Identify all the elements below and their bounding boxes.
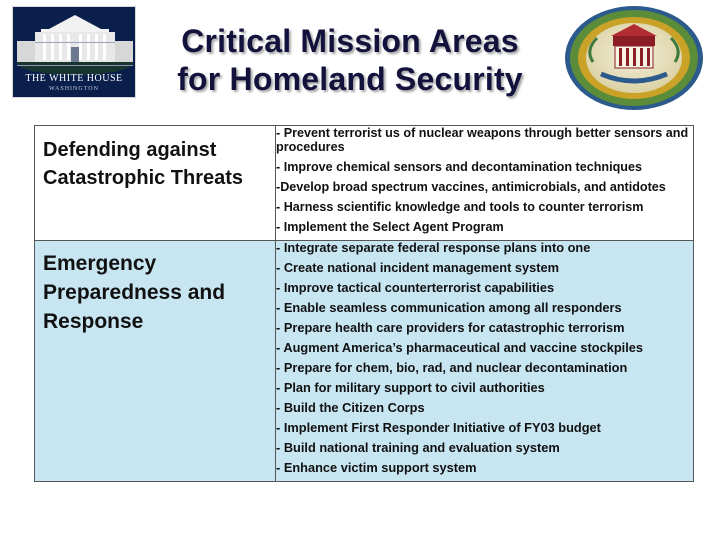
list-item: - Improve tactical counterterrorist capabilities	[276, 280, 555, 295]
page-title-line-1: Critical Mission Areas	[181, 23, 519, 59]
mission-area-cell	[35, 241, 276, 482]
list-item: - Build national training and evaluation system	[276, 440, 560, 455]
table-row	[35, 126, 694, 241]
mission-area-label: Emergency Preparedness and Response	[43, 252, 226, 333]
list-item: - Implement the Select Agent Program	[276, 220, 504, 234]
white-house-icon	[13, 7, 136, 98]
white-house-logo	[12, 6, 136, 98]
seal-icon	[563, 4, 705, 112]
list-item: - Prepare for chem, bio, rad, and nuclear decontamination	[276, 360, 628, 375]
list-item: - Enable seamless communication among all responders	[276, 300, 622, 315]
white-house-logo-text: THE WHITE HOUSE	[25, 73, 123, 84]
list-item: - Implement First Responder Initiative of FY03 budget	[276, 420, 601, 435]
list-item: - Create national incident management system	[276, 260, 560, 275]
list-item: - Plan for military support to civil authorities	[276, 380, 545, 395]
mission-items-cell	[276, 241, 694, 482]
list-item: - Augment America’s pharmaceutical and vaccine stockpiles	[276, 340, 643, 355]
list-item: - Harness scientific knowledge and tools to counter terrorism	[276, 200, 644, 214]
list-item: - Improve chemical sensors and decontamination techniques	[276, 160, 643, 174]
slide-header	[0, 0, 720, 128]
list-item: -Develop broad spectrum vaccines, antimicrobials, and antidotes	[276, 180, 666, 194]
list-item: - Enhance victim support system	[276, 460, 477, 475]
list-item: - Prepare health care providers for catastrophic terrorism	[276, 320, 625, 335]
mission-areas-table	[34, 125, 694, 482]
mission-area-label: Defending against Catastrophic Threats	[43, 139, 244, 189]
page-title	[140, 22, 560, 98]
mission-area-cell	[35, 126, 276, 241]
table-row	[35, 241, 694, 482]
white-house-logo-subtitle: WASHINGTON	[49, 86, 99, 92]
list-item: - Build the Citizen Corps	[276, 400, 425, 415]
mission-items-cell	[276, 126, 694, 241]
list-item: - Integrate separate federal response plans into one	[276, 240, 591, 255]
list-item: - Prevent terrorist us of nuclear weapons through better sensors and procedures	[276, 126, 689, 154]
page-title-line-2: for Homeland Security	[177, 61, 523, 97]
